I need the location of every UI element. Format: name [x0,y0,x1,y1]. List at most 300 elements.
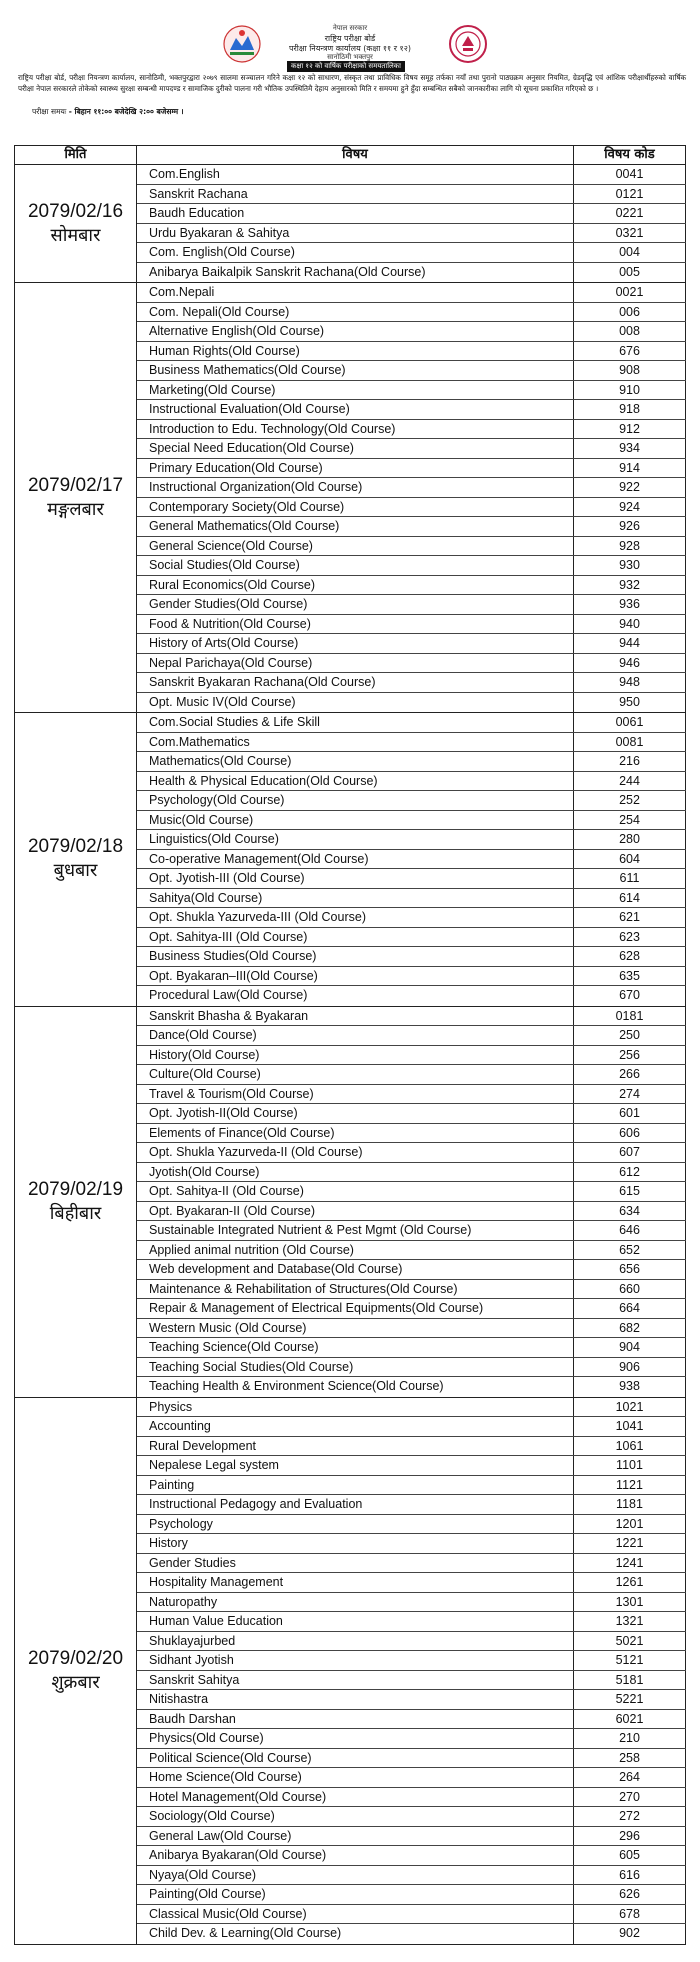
subject-name: Classical Music(Old Course) [149,1906,307,1921]
table-row [137,830,686,850]
subject-name: Web development and Database(Old Course) [149,1262,403,1276]
subject-name: Nyaya(Old Course) [149,1867,256,1882]
subject-name: Special Need Education(Old Course) [149,441,354,455]
document-header [0,0,700,140]
subject-code: 004 [573,243,686,262]
table-row [137,908,686,928]
exam-date: 2079/02/16 [27,200,124,222]
exam-day: मङ्गलबार [47,498,104,520]
table-row [137,1417,686,1437]
table-row [137,1534,686,1554]
subject-code: 678 [573,1905,686,1924]
table-row [137,322,686,342]
subject-code: 628 [573,947,686,966]
table-row [137,1690,686,1710]
subject-name: Urdu Byakaran & Sahitya [149,225,290,240]
table-row [137,361,686,381]
table-row [137,1163,686,1183]
subject-name: Linguistics(Old Course) [149,832,279,846]
subject-code: 944 [573,634,686,653]
table-row [137,1554,686,1574]
subject-name: Contemporary Society(Old Course) [149,499,345,514]
subject-name: Instructional Evaluation(Old Course) [149,402,350,416]
subject-code: 660 [573,1280,686,1299]
subject-code: 606 [573,1124,686,1143]
subject-code: 1121 [573,1476,686,1495]
subject-code: 1261 [573,1573,686,1592]
subject-name: Political Science(Old Course) [149,1750,312,1765]
subject-name: Gender Studies [149,1555,236,1570]
subject-name: Opt. Jyotish-II(Old Course) [149,1106,298,1120]
table-row [137,1885,686,1905]
table-row [137,439,686,459]
table-row [137,1476,686,1496]
table-row [137,263,686,283]
exam-day: बिहीबार [49,1202,102,1224]
subject-name: Com.English [149,167,220,181]
table-row [137,576,686,596]
table-row [137,1749,686,1769]
table-row [137,243,686,263]
subject-name: Mathematics(Old Course) [149,754,292,768]
subject-name: Painting(Old Course) [149,1887,266,1901]
subject-name: General Law(Old Course) [149,1828,292,1843]
table-row [137,224,686,244]
subject-code: 264 [573,1768,686,1787]
subject-code: 946 [573,654,686,673]
subject-code: 626 [573,1885,686,1904]
subject-name: Baudh Education [149,206,245,220]
table-row [137,1398,686,1418]
subject-name: Anibarya Baikalpik Sanskrit Rachana(Old Course) [149,264,426,279]
subject-name: Hotel Management(Old Course) [149,1789,327,1804]
table-row [137,1202,686,1222]
subject-name: Alternative English(Old Course) [149,324,325,338]
table-row [137,1729,686,1749]
table-row [137,1143,686,1163]
subject-code: 6021 [573,1710,686,1729]
table-row [137,342,686,362]
table-row [137,947,686,967]
subject-code: 270 [573,1788,686,1807]
table-row [137,517,686,537]
table-row [137,1827,686,1847]
subject-code: 682 [573,1319,686,1338]
subject-name: Music(Old Course) [149,812,254,827]
subject-rows [137,1398,686,1944]
subject-name: Marketing(Old Course) [149,382,276,397]
subject-name: Painting [149,1477,195,1492]
subject-name: Teaching Science(Old Course) [149,1340,319,1354]
table-row [137,986,686,1006]
table-row [137,752,686,772]
table-row [137,498,686,518]
subject-code: 006 [573,303,686,322]
subject-code: 623 [573,928,686,947]
table-row [137,791,686,811]
table-row [137,1515,686,1535]
subject-name: Opt. Jyotish-III (Old Course) [149,871,305,885]
subject-code: 1021 [573,1398,686,1417]
subject-name: Co-operative Management(Old Course) [149,851,369,866]
date-cell [14,283,137,712]
table-row [137,1085,686,1105]
table-row [137,303,686,323]
exam-day: शुक्रबार [51,1671,100,1693]
subject-name: Opt. Sahitya-II (Old Course) [149,1184,304,1198]
table-row [137,869,686,889]
subject-name: Teaching Health & Environment Science(Old Course) [149,1379,444,1393]
subject-name: Instructional Organization(Old Course) [149,480,363,494]
table-row [137,1338,686,1358]
subject-code: 950 [573,693,686,713]
subject-name: Social Studies(Old Course) [149,558,300,572]
subject-name: Child Dev. & Learning(Old Course) [149,1926,342,1940]
header-date: मिति [14,146,137,164]
date-group [14,713,686,1007]
exam-day: सोमबार [50,224,101,246]
table-row [137,1104,686,1124]
header-subject: विषय [342,147,368,162]
table-row [137,165,686,185]
table-row [137,1046,686,1066]
subject-code: 621 [573,908,686,927]
subject-code: 1041 [573,1417,686,1436]
date-cell [14,713,137,1006]
subject-code: 5021 [573,1632,686,1651]
table-row [137,1026,686,1046]
subject-name: Sanskrit Bhasha & Byakaran [149,1008,309,1023]
subject-code: 1181 [573,1495,686,1514]
subject-name: Dance(Old Course) [149,1028,257,1042]
subject-code: 601 [573,1104,686,1123]
exam-time-label: परीक्षा समयः [32,107,67,116]
subject-name: Sanskrit Rachana [149,186,248,201]
table-row [137,733,686,753]
table-row [137,1788,686,1808]
subject-rows [137,1007,686,1397]
subject-code: 274 [573,1085,686,1104]
exam-date: 2079/02/18 [27,836,124,858]
subject-code: 912 [573,420,686,439]
table-row [137,673,686,693]
subject-name: Sanskrit Sahitya [149,1672,240,1687]
date-group [14,283,686,713]
table-row [137,537,686,557]
subject-name: Opt. Byakaran–III(Old Course) [149,968,318,983]
subject-name: Business Studies(Old Course) [149,949,317,963]
subject-code: 908 [573,361,686,380]
subject-name: Accounting [149,1419,211,1433]
subject-code: 910 [573,381,686,400]
subject-code: 254 [573,811,686,830]
table-row [137,1065,686,1085]
subject-name: Human Rights(Old Course) [149,343,300,358]
subject-code: 670 [573,986,686,1006]
subject-code: 930 [573,556,686,575]
subject-code: 296 [573,1827,686,1846]
subject-code: 607 [573,1143,686,1162]
subject-name: Anibarya Byakaran(Old Course) [149,1848,327,1862]
subject-name: Opt. Music IV(Old Course) [149,694,296,709]
subject-code: 0121 [573,185,686,204]
date-cell [14,165,137,282]
table-row [137,1651,686,1671]
subject-code: 635 [573,967,686,986]
exam-date: 2079/02/17 [27,474,124,496]
subject-rows [137,165,686,282]
table-row [137,1924,686,1944]
table-row [137,811,686,831]
subject-code: 934 [573,439,686,458]
subject-name: Com.Nepali [149,285,215,299]
subject-code: 1061 [573,1437,686,1456]
subject-name: Nepalese Legal system [149,1458,279,1472]
table-row [137,1280,686,1300]
header-govt: नेपाल सरकार [332,24,368,32]
subject-code: 216 [573,752,686,771]
table-row [137,1358,686,1378]
subject-name: Health & Physical Education(Old Course) [149,773,378,788]
subject-name: Physics [149,1399,193,1414]
table-row [137,420,686,440]
table-row [137,713,686,733]
table-row [137,634,686,654]
table-row [137,1221,686,1241]
subject-code: 1101 [573,1456,686,1475]
table-row [137,1241,686,1261]
subject-name: History [149,1536,188,1550]
subject-code: 258 [573,1749,686,1768]
table-row [137,967,686,987]
subject-code: 1241 [573,1554,686,1573]
subject-name: Procedural Law(Old Course) [149,988,308,1002]
subject-name: Nepal Parichaya(Old Course) [149,655,313,670]
table-row [137,381,686,401]
subject-rows [137,283,686,712]
subject-code: 008 [573,322,686,341]
subject-name: Rural Economics(Old Course) [149,577,316,592]
subject-code: 256 [573,1046,686,1065]
exam-date: 2079/02/19 [27,1178,124,1200]
header-board: राष्ट्रिय परीक्षा बोर्ड [324,34,376,43]
subject-name: General Science(Old Course) [149,538,313,553]
table-row [137,1905,686,1925]
table-row [137,1437,686,1457]
date-cell [14,1007,137,1397]
subject-code: 676 [573,342,686,361]
table-row [137,772,686,792]
subject-name: Sahitya(Old Course) [149,890,263,905]
date-group [14,1398,686,1945]
table-row [137,1807,686,1827]
subject-code: 5121 [573,1651,686,1670]
subject-code: 0021 [573,283,686,302]
table-row [137,1377,686,1397]
header-office: परीक्षा नियन्त्रण कार्यालय (कक्षा ११ र १२) [288,44,411,53]
subject-code: 928 [573,537,686,556]
subject-name: History(Old Course) [149,1047,260,1062]
subject-code: 906 [573,1358,686,1377]
subject-code: 0181 [573,1007,686,1026]
table-row [137,928,686,948]
subject-code: 272 [573,1807,686,1826]
exam-date: 2079/02/20 [27,1647,124,1669]
subject-name: Sanskrit Byakaran Rachana(Old Course) [149,675,376,689]
subject-name: Applied animal nutrition (Old Course) [149,1242,354,1257]
subject-code: 948 [573,673,686,692]
exam-day: बुधबार [53,860,98,882]
subject-code: 616 [573,1866,686,1885]
subject-name: Com. English(Old Course) [149,245,295,259]
table-row [137,889,686,909]
subject-rows [137,713,686,1006]
subject-name: Naturopathy [149,1594,218,1609]
subject-name: Psychology(Old Course) [149,793,285,807]
subject-code: 0321 [573,224,686,243]
subject-code: 615 [573,1182,686,1201]
subject-code: 612 [573,1163,686,1182]
table-row [137,556,686,576]
subject-code: 936 [573,595,686,614]
subject-name: Nitishastra [149,1692,209,1706]
table-row [137,850,686,870]
subject-name: Introduction to Edu. Technology(Old Course) [149,421,396,436]
subject-name: Travel & Tourism(Old Course) [149,1086,314,1101]
subject-name: General Mathematics(Old Course) [149,519,340,533]
subject-name: Opt. Shukla Yazurveda-II (Old Course) [149,1145,363,1159]
subject-name: Sustainable Integrated Nutrient & Pest Mgmt (Old Course) [149,1223,472,1237]
subject-name: Sociology(Old Course) [149,1809,275,1823]
subject-name: Home Science(Old Course) [149,1770,302,1784]
table-row [137,615,686,635]
subject-name: Business Mathematics(Old Course) [149,363,346,377]
table-row [137,1495,686,1515]
notice-paragraph: राष्ट्रिय परीक्षा बोर्ड, परीक्षा नियन्त्रण कार्यालय, सानोठिमी, भक्तपुरद्वारा २०७९ सालमा सञ्चालन गरिने कक्षा १२ को साधारण, संस्कृत तथा प्राविधिक विषय समूह तर्फका नयाँ तथा पुरानो पाठ्यक्रम अनुसार नियमित, ग्रेडवृद्धि एवं आंशिक परीक्षार्थीहरुको वार्षिक परीक्षा नेपाल सरकारले तोकेको स्वास्थ्य सुरक्षा सम्बन्धी मापदण्ड र सामाजिक दुरीको पालना गरी भौतिक उपस्थितिमै देहाय अनुसारको मिति र समयमा हुने हुँदा सम्बन्धित सबैको जानकारीका लागि यो सूचना प्रकाशित गरिएको छ । [18,73,686,93]
subject-code: 250 [573,1026,686,1045]
table-row [137,459,686,479]
subject-code: 940 [573,615,686,634]
table-row [137,400,686,420]
subject-code: 0041 [573,165,686,184]
subject-name: Primary Education(Old Course) [149,460,323,475]
table-row [137,478,686,498]
table-row [137,185,686,205]
subject-code: 1201 [573,1515,686,1534]
subject-name: Opt. Byakaran-II (Old Course) [149,1203,316,1218]
subject-name: Food & Nutrition(Old Course) [149,616,311,631]
subject-name: Maintenance & Rehabilitation of Structures(Old Course) [149,1281,458,1296]
subject-name: Teaching Social Studies(Old Course) [149,1359,354,1374]
subject-code: 0061 [573,713,686,732]
subject-code: 5181 [573,1671,686,1690]
date-group [14,165,686,283]
subject-code: 605 [573,1846,686,1865]
subject-name: Western Music (Old Course) [149,1320,307,1335]
table-row [137,1671,686,1691]
subject-code: 634 [573,1202,686,1221]
subject-name: Jyotish(Old Course) [149,1164,260,1179]
subject-code: 656 [573,1260,686,1279]
subject-code: 1301 [573,1593,686,1612]
subject-code: 280 [573,830,686,849]
table-row [137,1573,686,1593]
date-group [14,1007,686,1398]
subject-name: Shuklayajurbed [149,1633,236,1648]
subject-code: 244 [573,772,686,791]
table-row [137,1866,686,1886]
table-row [137,1319,686,1339]
subject-name: Repair & Management of Electrical Equipments(Old Course) [149,1301,484,1315]
exam-time-value: - बिहान ११:०० बजेदेखि २:०० बजेसम्म । [68,107,184,116]
subject-name: History of Arts(Old Course) [149,636,299,650]
subject-code: 922 [573,478,686,497]
subject-name: Opt. Shukla Yazurveda-III (Old Course) [149,910,366,924]
table-body [14,165,686,1945]
subject-name: Hospitality Management [149,1575,284,1589]
subject-name: Physics(Old Course) [149,1731,264,1745]
header-location: सानोठिमी भक्तपुर [327,53,373,61]
exam-time [32,107,184,117]
table-row [137,1612,686,1632]
date-cell [14,1398,137,1944]
subject-name: Opt. Sahitya-III (Old Course) [149,929,308,944]
subject-code: 924 [573,498,686,517]
subject-code: 1221 [573,1534,686,1553]
table-row [137,1124,686,1144]
subject-code: 904 [573,1338,686,1357]
table-header [14,146,686,165]
subject-code: 652 [573,1241,686,1260]
table-row [137,1456,686,1476]
subject-code: 926 [573,517,686,536]
subject-code: 614 [573,889,686,908]
subject-name: Elements of Finance(Old Course) [149,1125,335,1140]
subject-name: Instructional Pedagogy and Evaluation [149,1497,363,1511]
subject-name: Gender Studies(Old Course) [149,597,308,611]
subject-name: Culture(Old Course) [149,1067,261,1081]
schedule-table [14,145,686,1945]
subject-name: Sidhant Jyotish [149,1653,234,1667]
subject-code: 664 [573,1299,686,1318]
subject-code: 005 [573,263,686,283]
subject-name: Com.Mathematics [149,734,250,749]
subject-code: 5221 [573,1690,686,1709]
subject-code: 902 [573,1924,686,1944]
schedule-title: कक्षा १२ को वार्षिक परीक्षाको समयतालिका [287,61,405,72]
subject-name: Com. Nepali(Old Course) [149,304,290,319]
subject-code: 932 [573,576,686,595]
table-row [137,1768,686,1788]
table-row [137,283,686,303]
subject-code: 0221 [573,204,686,223]
subject-code: 252 [573,791,686,810]
subject-code: 918 [573,400,686,419]
table-row [137,1260,686,1280]
subject-code: 604 [573,850,686,869]
subject-code: 210 [573,1729,686,1748]
subject-code: 1321 [573,1612,686,1631]
subject-code: 266 [573,1065,686,1084]
table-row [137,693,686,713]
table-row [137,204,686,224]
subject-name: Rural Development [149,1438,256,1453]
table-row [137,1710,686,1730]
subject-name: Human Value Education [149,1614,283,1628]
subject-code: 0081 [573,733,686,752]
table-row [137,1182,686,1202]
subject-name: Com.Social Studies & Life Skill [149,715,320,729]
